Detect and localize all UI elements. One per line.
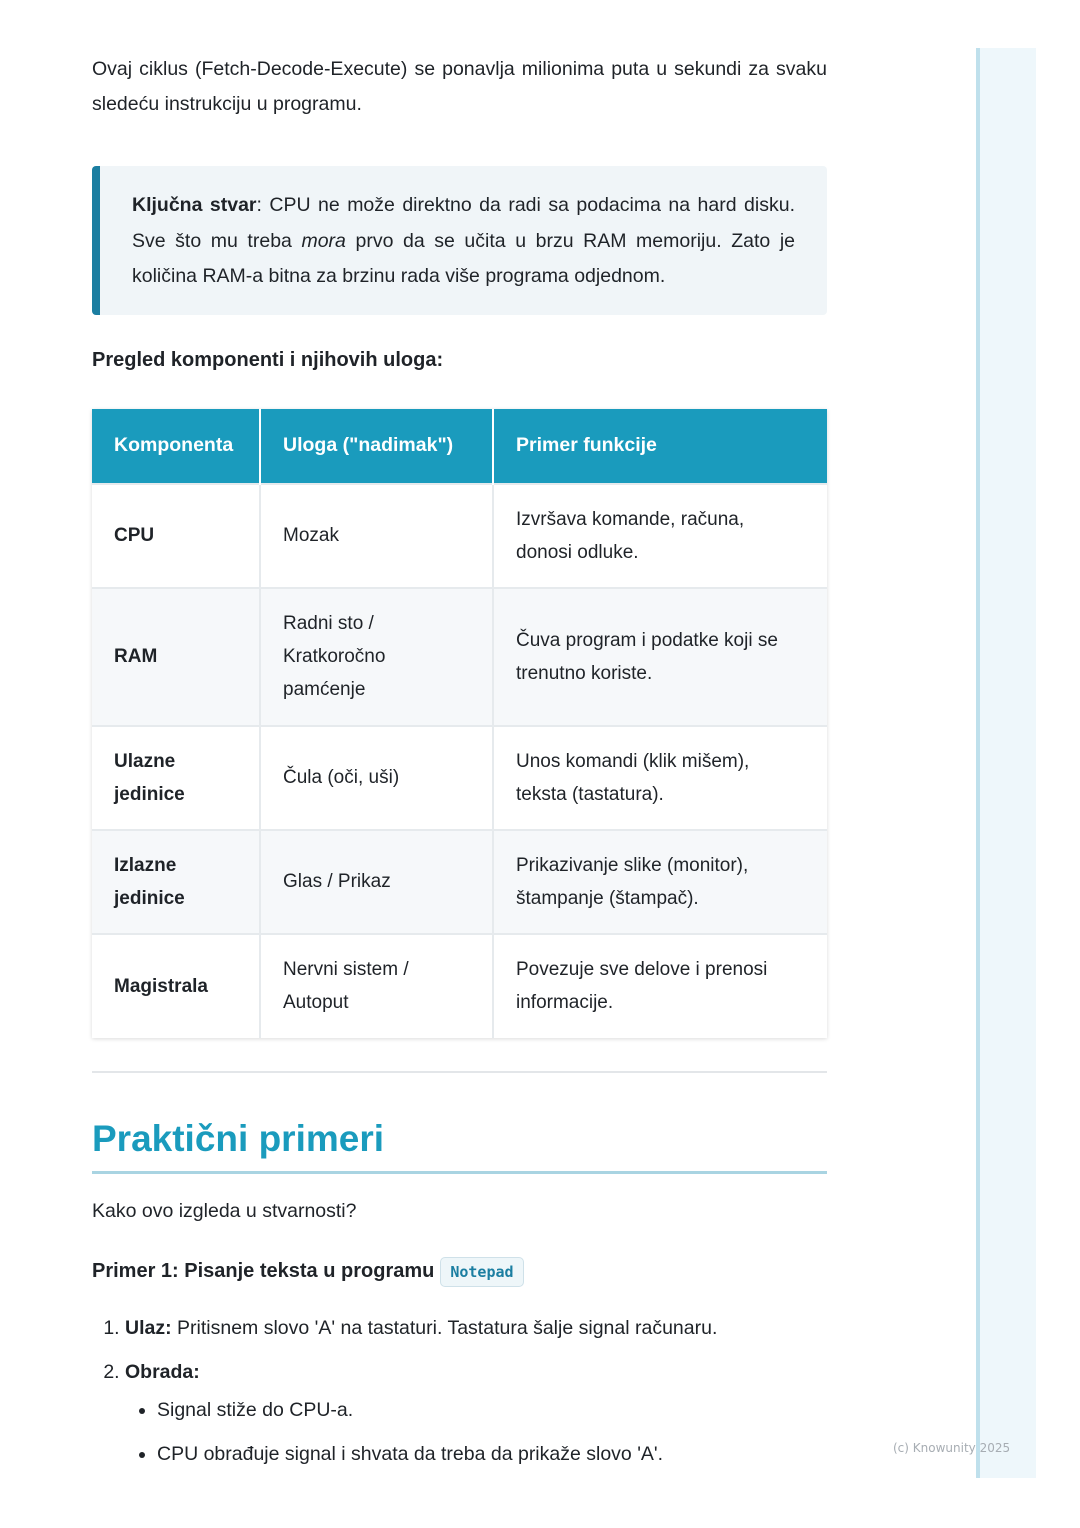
example-heading	[92, 1257, 827, 1287]
right-margin-panel	[976, 48, 1036, 1478]
sub-bullet: • CPU obrađuje signal i shvata da treba da prikaže slovo 'A'.	[157, 1439, 827, 1469]
role-cell: Nervni sistem / Autoput	[260, 934, 493, 1038]
table-row	[92, 830, 827, 934]
component-cell: Izlazne jedinice	[92, 830, 260, 934]
example-cell: Povezuje sve delove i prenosi informacije.	[493, 934, 827, 1038]
table-header-row	[92, 409, 827, 484]
sub-bullet-list	[125, 1395, 827, 1469]
callout-text-2: prvo da se učita u brzu RAM memoriju. Zato je količina RAM-a bitna za brzinu rada više programa odjednom.	[132, 229, 795, 287]
example-cell: Prikazivanje slike (monitor), štampanje (štampač).	[493, 830, 827, 934]
list-item	[125, 1357, 827, 1469]
component-cell: Magistrala	[92, 934, 260, 1038]
steps-list	[92, 1313, 827, 1469]
component-cell: CPU	[92, 484, 260, 588]
example-cell: Čuva program i podatke koji se trenutno koriste.	[493, 588, 827, 726]
table-row	[92, 934, 827, 1038]
role-cell: Mozak	[260, 484, 493, 588]
component-cell: RAM	[92, 588, 260, 726]
sub-bullet: • Signal stiže do CPU-a.	[157, 1395, 827, 1425]
role-cell: Radni sto / Kratkoročno pamćenje	[260, 588, 493, 726]
step-label: Ulaz:	[125, 1316, 172, 1339]
callout-emphasis: mora	[301, 229, 346, 252]
step-text: Pritisnem slovo 'A' na tastaturi. Tastatura šalje signal računaru.	[171, 1316, 718, 1339]
callout-label: Ključna stvar	[132, 194, 257, 216]
role-cell: Čula (oči, uši)	[260, 726, 493, 830]
intro-paragraph: Ovaj ciklus (Fetch-Decode-Execute) se ponavlja milionima puta u sekundi za svaku sledeću instrukciju u programu.	[92, 58, 827, 115]
table-row	[92, 726, 827, 830]
section-divider	[92, 1071, 827, 1073]
component-cell: Ulazne jedinice	[92, 726, 260, 830]
watermark: (c) Knowunity 2025	[893, 1441, 1011, 1455]
inline-code-badge: Notepad	[440, 1257, 523, 1287]
header-example: Primer funkcije	[493, 409, 827, 484]
role-cell: Glas / Prikaz	[260, 830, 493, 934]
example-cell: Izvršava komande, računa, donosi odluke.	[493, 484, 827, 588]
example-cell: Unos komandi (klik mišem), teksta (tastatura).	[493, 726, 827, 830]
section-title: Praktični primeri	[92, 1117, 827, 1174]
header-component: Komponenta	[92, 409, 260, 484]
step-label: Obrada:	[125, 1360, 200, 1383]
callout-text-1: : CPU ne može direktno da radi sa podacima na hard disku. Sve što mu treba	[132, 194, 795, 252]
table-heading: Pregled komponenti i njihovih uloga:	[92, 348, 444, 371]
header-role: Uloga ("nadimak")	[260, 409, 493, 484]
section-intro: Kako ovo izgleda u stvarnosti?	[92, 1199, 357, 1222]
components-table	[92, 409, 827, 1038]
example-title-text: Primer 1: Pisanje teksta u programu	[92, 1260, 435, 1282]
table-row	[92, 484, 827, 588]
document-content	[92, 52, 827, 1483]
key-point-callout	[92, 166, 827, 315]
list-item	[125, 1313, 827, 1343]
table-row	[92, 588, 827, 726]
